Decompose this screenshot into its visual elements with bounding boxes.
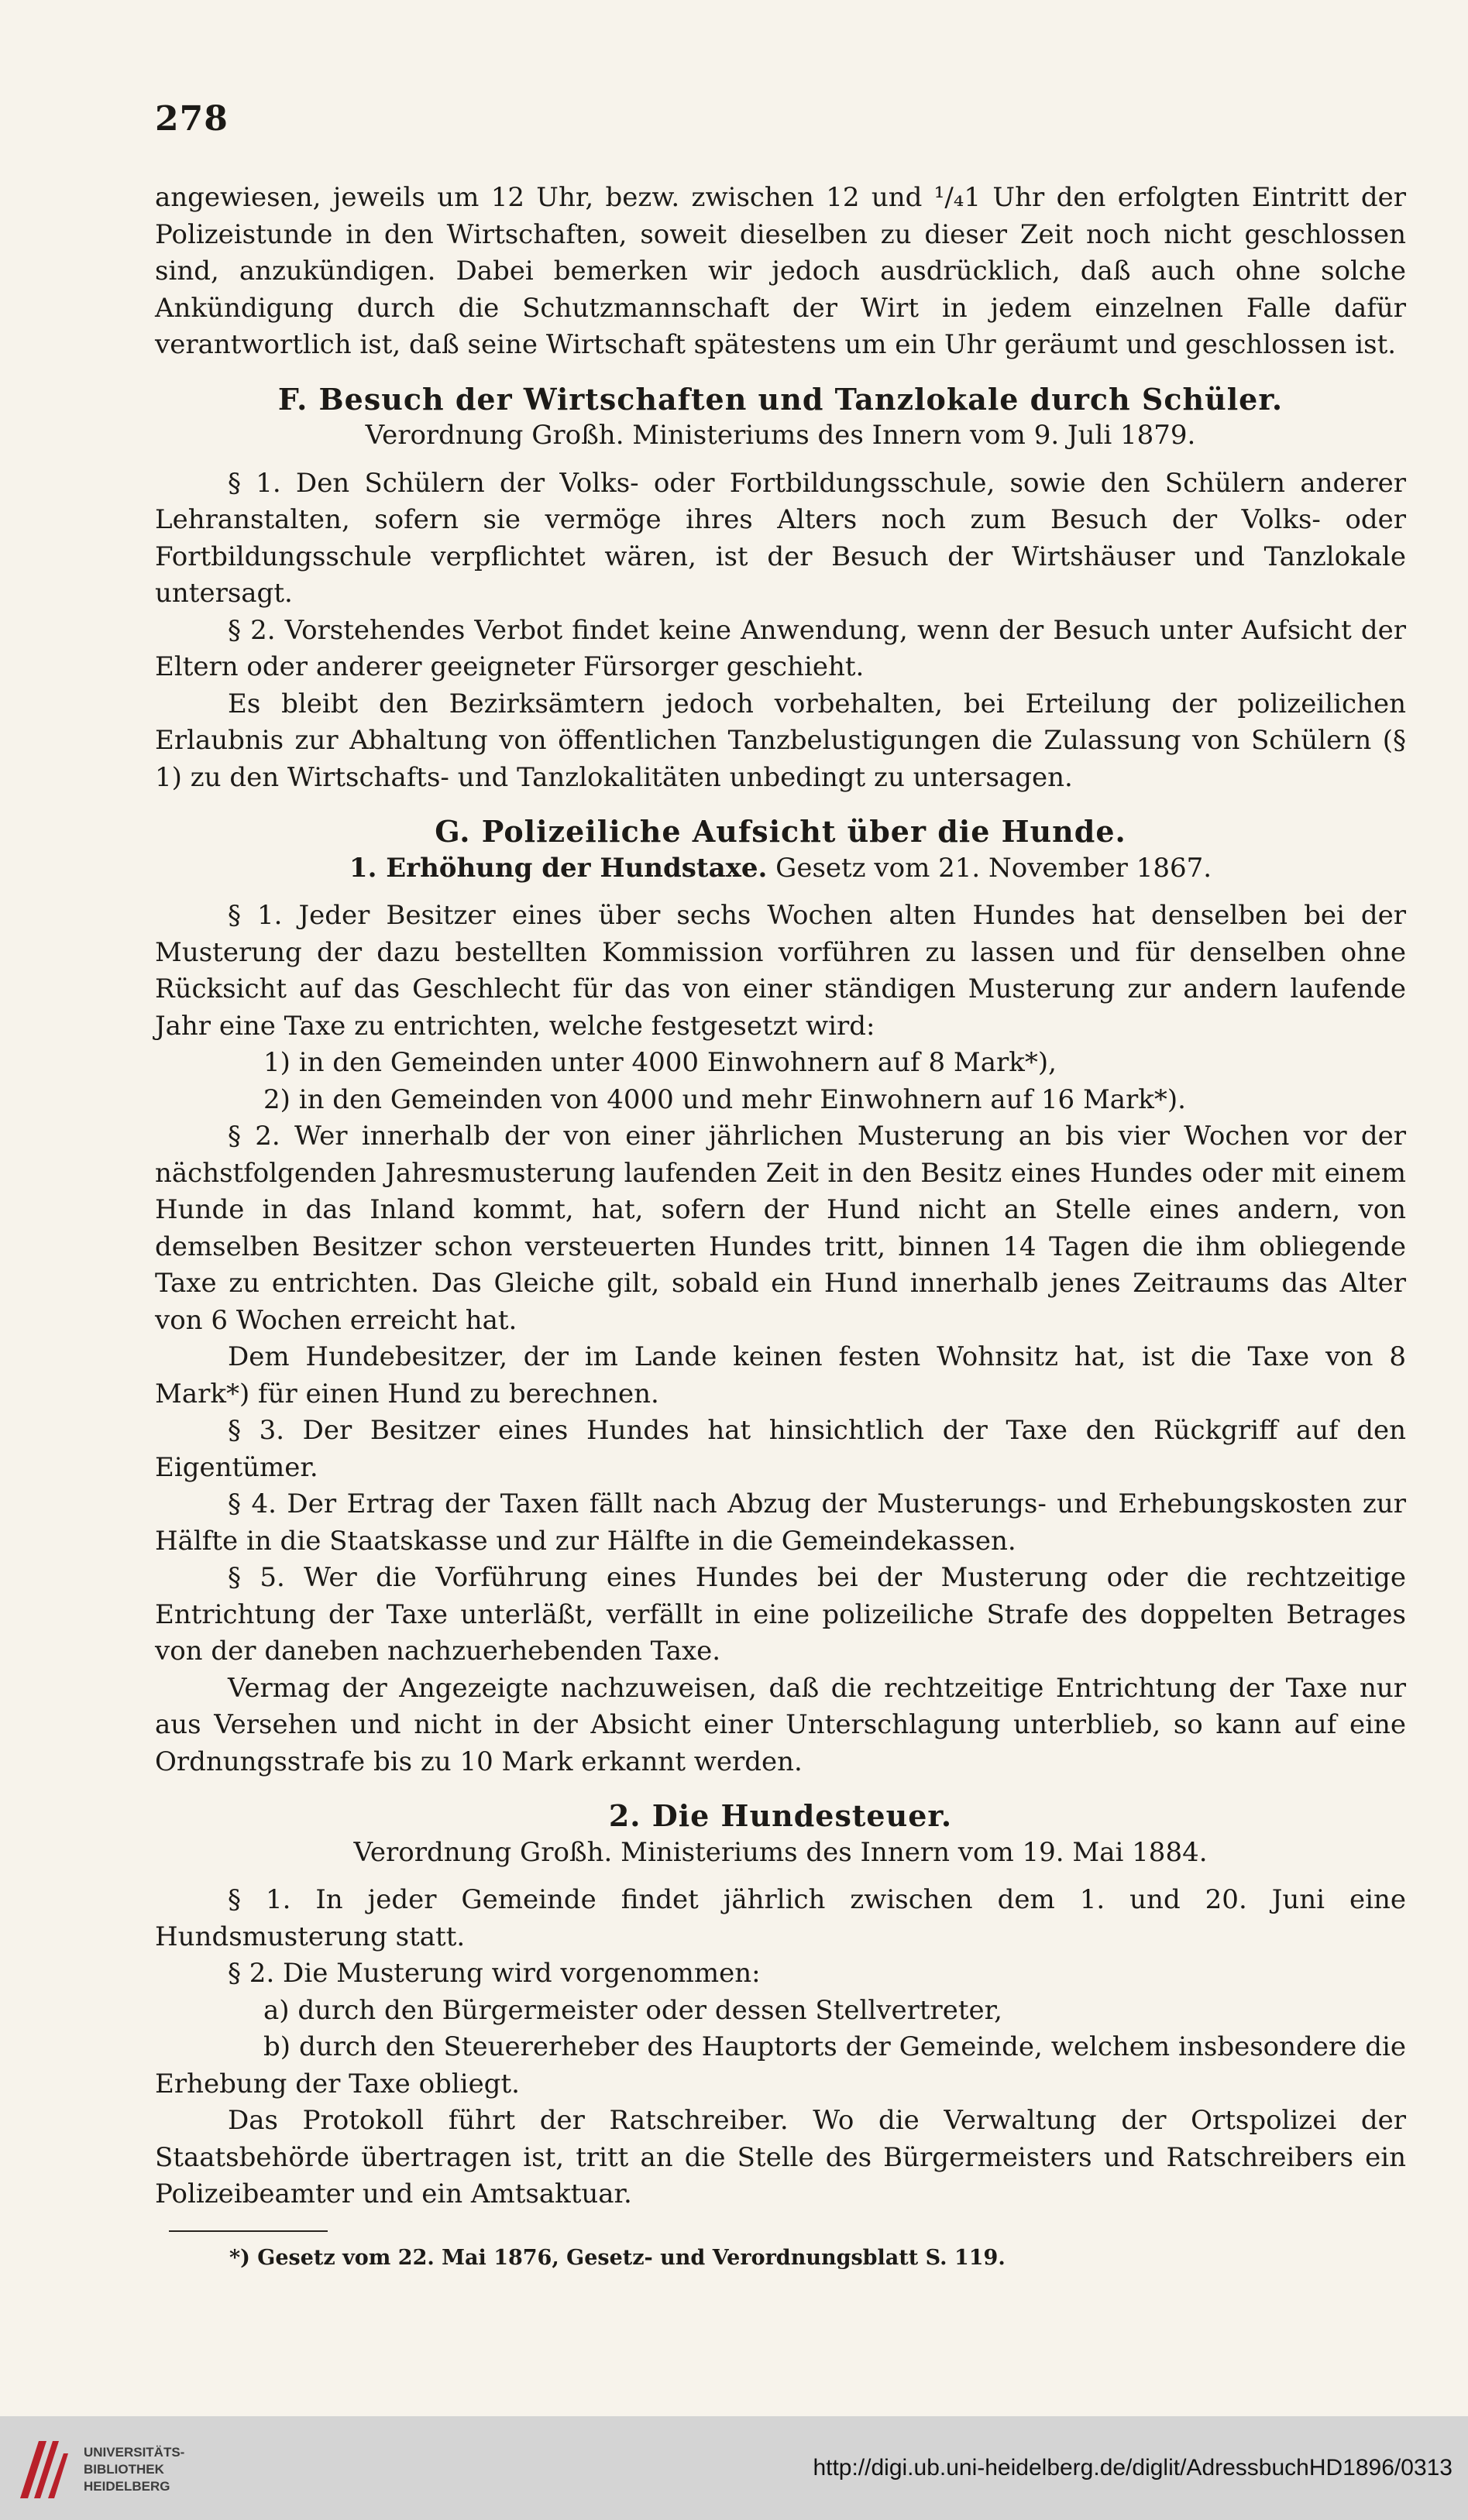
paragraph: § 2. Wer innerhalb der von einer jährlichen Musterung an bis vier Wochen vor der nächstfolgenden Jahresmusterung laufenden Zeit in den Besitz eines Hundes oder mit einem Hunde in das Inland kommt, hat, sofern der Hund nicht an Stelle eines andern, von demselben Besitzer schon versteuerten Hundes tritt, binnen 14 Tagen die ihm obliegende Taxe zu entrichten. Das Gleiche gilt, sobald ein Hund innerhalb jenes Zeitraums das Alter von 6 Wochen erreicht hat. — [155, 1121, 1406, 1336]
section-f-paragraph: § 1. Den Schülern der Volks- oder Fortbildungsschule, sowie den Schülern anderer Lehranstalten, sofern sie vermöge ihres Alters noch zum Besuch der Volks- oder Fortbildungsschule verpflichtet wären, ist der Besuch der Wirtshäuser und Tanzlokale untersagt. — [155, 467, 1406, 609]
list-item: a) durch den Bürgermeister oder dessen Stellvertreter, — [263, 1994, 1002, 2026]
section-g-sub1-line — [155, 850, 1406, 887]
section-f-paragraph: § 2. Vorstehendes Verbot findet keine Anwendung, wenn der Besuch unter Aufsicht der Eltern oder anderer geeigneter Fürsorger geschieht. — [155, 614, 1406, 682]
footnote: *) Gesetz vom 22. Mai 1876, Gesetz- und Verordnungsblatt S. 119. — [229, 2245, 1006, 2270]
paragraph: § 1. In jeder Gemeinde findet jährlich zwischen dem 1. und 20. Juni eine Hundsmusterung statt. — [155, 1884, 1406, 1952]
library-name-line: UNIVERSITÄTS- — [84, 2445, 185, 2460]
section-g-sub2-title: 2. Die Hundesteuer. — [608, 1798, 953, 1833]
source-url-link[interactable]: http://digi.ub.uni-heidelberg.de/diglit/AdressbuchHD1896/0313 — [813, 2455, 1453, 2481]
section-g-sub1-law: Gesetz vom 21. November 1867. — [775, 852, 1212, 884]
section-g-heading: G. Polizeiliche Aufsicht über die Hunde. — [435, 814, 1126, 849]
list-item — [155, 2029, 1406, 2103]
paragraph: § 2. Die Musterung wird vorgenommen: — [228, 1958, 761, 1989]
page-content — [155, 180, 1406, 2272]
viewer-footer-bar — [0, 2416, 1468, 2520]
paragraph: Vermag der Angezeigte nachzuweisen, daß die rechtzeitige Entrichtung der Taxe nur aus Versehen und nicht in der Absicht einer Unterschlagung unterblieb, so kann auf eine Ordnungsstrafe bis zu 10 Mark erkannt werden. — [155, 1672, 1406, 1777]
page-number: 278 — [155, 99, 229, 139]
intro-paragraph: angewiesen, jeweils um 12 Uhr, bezw. zwischen 12 und ¹/₄1 Uhr den erfolgten Eintritt der Polizeistunde in den Wirtschaften, soweit dieselben zu dieser Zeit noch nicht geschlossen sind, anzukündigen. Dabei bemerken wir jedoch ausdrücklich, daß auch ohne solche Ankündigung durch die Schutzmannschaft der Wirt in jedem einzelnen Falle dafür verantwortlich ist, daß seine Wirtschaft spätestens um ein Uhr geräumt und geschlossen ist. — [155, 182, 1406, 360]
section-g-sub2-law: Verordnung Großh. Ministeriums des Innern vom 19. Mai 1884. — [353, 1836, 1208, 1868]
library-name-line: BIBLIOTHEK — [84, 2462, 164, 2477]
section-f-subheading: Verordnung Großh. Ministeriums des Innern vom 9. Juli 1879. — [365, 420, 1196, 451]
paragraph: § 1. Jeder Besitzer eines über sechs Wochen alten Hundes hat denselben bei der Musterung der dazu bestellten Kommission vorführen zu lassen und für denselben ohne Rücksicht auf das Geschlecht für das von einer ständigen Musterung zur andern laufende Jahr eine Taxe zu entrichten, welche festgesetzt wird: — [155, 900, 1406, 1042]
paragraph: Das Protokoll führt der Ratschreiber. Wo die Verwaltung der Ortspolizei der Staatsbehörde übertragen ist, tritt an die Stelle des Bürgermeisters und Ratschreibers ein Polizeibeamter und ein Amtsaktuar. — [155, 2105, 1406, 2209]
library-name-line: HEIDELBERG — [84, 2479, 170, 2494]
section-f-heading: F. Besuch der Wirtschaften und Tanzlokale durch Schüler. — [277, 381, 1284, 417]
paragraph: Dem Hundebesitzer, der im Lande keinen festen Wohnsitz hat, ist die Taxe von 8 Mark*) für einen Hund zu berechnen. — [155, 1341, 1406, 1409]
footnote-rule — [169, 2230, 328, 2232]
paragraph: § 3. Der Besitzer eines Hundes hat hinsichtlich der Taxe den Rückgriff auf den Eigentümer. — [155, 1415, 1406, 1483]
paragraph: § 5. Wer die Vorführung eines Hundes bei der Musterung oder die rechtzeitige Entrichtung der Taxe unterläßt, verfällt in eine polizeiliche Strafe des doppelten Betrages von der daneben nachzuerhebenden Taxe. — [155, 1562, 1406, 1667]
list-item: 2) in den Gemeinden von 4000 und mehr Einwohnern auf 16 Mark*). — [263, 1083, 1186, 1115]
section-f-paragraph: Es bleibt den Bezirksämtern jedoch vorbehalten, bei Erteilung der polizeilichen Erlaubnis zur Abhaltung von öffentlichen Tanzbelustigungen die Zulassung von Schülern (§ 1) zu den Wirtschafts- und Tanzlokalitäten unbedingt zu untersagen. — [155, 688, 1406, 793]
library-name[interactable] — [84, 2444, 184, 2495]
university-library-logo-icon[interactable] — [15, 2436, 76, 2501]
section-g-sub1-title: 1. Erhöhung der Hundstaxe. — [349, 852, 768, 884]
paragraph: § 4. Der Ertrag der Taxen fällt nach Abzug der Musterungs- und Erhebungskosten zur Hälfte in die Staatskasse und zur Hälfte in die Gemeindekassen. — [155, 1488, 1406, 1557]
list-item: 1) in den Gemeinden unter 4000 Einwohnern auf 8 Mark*), — [263, 1047, 1057, 1078]
list-item-text: b) durch den Steuererheber des Hauptorts der Gemeinde, welchem insbesondere die Erhebung der Taxe obliegt. — [155, 2031, 1406, 2099]
